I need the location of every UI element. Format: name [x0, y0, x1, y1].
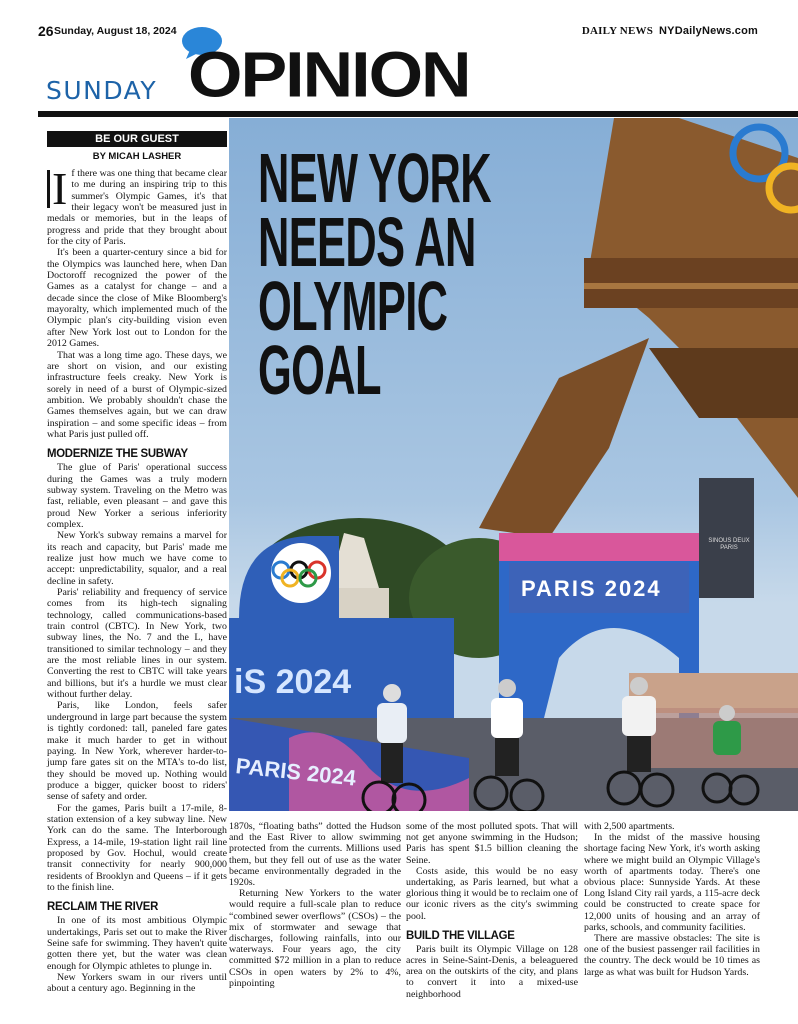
paragraph: Paris, like London, feels safer underground in large part because the system is tightly cordoned: tall, paneled fare gates make it much harder to get in without paying. In New York, wherever harder-to-jump fare gates sit on the MTA's to-do list, they should be moved up. Nothing would produce a bigger, quicker boost to riders' sense of safety and order.	[47, 700, 227, 803]
headline	[258, 139, 491, 409]
paragraph: Paris built its Olympic Village on 128 acres in Seine-Saint-Denis, a beleaguered area on the outskirts of the city, and plans to convert it into a mixed-use neighborhood	[406, 943, 578, 1000]
paragraph: For the games, Paris built a 17-mile, 8-station extension of a key subway line. New York can do the same. The Interborough Express, a 14-mile, 19-station light rail line proposed by Gov. Hochul, would create transit connectivity for nearly 900,000 residents of Brooklyn and Queens – if it gets to the finish line.	[47, 802, 227, 893]
paragraph: 1870s, “floating baths” dotted the Hudson and the East River to allow swimming protected from the currents. Millions used them, but they fell out of use as the water became environmentally degraded in the 1920s.	[229, 821, 401, 889]
article-column-2	[229, 821, 401, 989]
paragraph: some of the most polluted spots. That will not get anyone swimming in the Hudson; Paris has spent $1.5 billion cleaning the Seine.	[406, 821, 578, 866]
paragraph: with 2,500 apartments.	[584, 821, 675, 832]
building-sign: SINOUS DEUX PARIS	[708, 538, 750, 551]
headline-line: GOAL	[258, 331, 381, 409]
paragraph: In one of its most ambitious Olympic undertakings, Paris set out to make the River Seine safe for swimming. They haven't quite gotten there yet, but the water was clean enough for Olympic athletes to plunge in.	[47, 915, 227, 972]
sunday-label: SUNDAY	[46, 76, 158, 105]
subhead: MODERNIZE THE SUBWAY	[47, 446, 188, 461]
paragraph: Paris' reliability and frequency of service comes from its high-tech signaling technology, called communications-based train control (CBTC). In New York, two subway lines, the No. 7 and the L, have transitioned to similar technology – and they are the most reliable lines in our system. Converting the rest to CBTC will take years and billions, but it's a hurdle we must clear without further delay.	[47, 587, 227, 701]
paragraph: The glue of Paris' operational success during the Games was a truly modern subway system. Traveling on the Metro was fast, reliable, even pleasant – and gave this proud New Yorker a serious inferiority complex.	[47, 462, 227, 530]
barrier-text: PARIS 2024	[234, 753, 358, 791]
drop-cap: I	[47, 170, 67, 208]
paragraph: New York's subway remains a marvel for its reach and capacity, but Paris' made me realize just how much we have come to accept: unpredictability, squalor, and a real decline in safety.	[47, 530, 227, 587]
headline-line: NEEDS AN	[258, 203, 476, 281]
paragraph: There are massive obstacles: The site is one of the busiest passenger rail facilities in the country. The deck would be 10 times as large as what was built for Hudson Yards.	[584, 933, 760, 978]
wall-text: iS 2024	[234, 663, 352, 701]
subhead: RECLAIM THE RIVER	[47, 899, 159, 914]
headline-line: OLYMPIC	[258, 267, 448, 345]
paper-brand	[582, 25, 758, 37]
paper-name: DAILY NEWS	[581, 25, 654, 37]
paragraph: It's been a quarter-century since a bid for the Olympics was launched here, when Dan Doctoroff recognized the power of the Games as a catalyst for change – and a decade since the close of Mike Bloomberg's mayoralty, which implemented much of the Olympic plan's city-building vision even after New York lost out to London for the 2012 Games.	[47, 247, 227, 350]
paragraph: Costs aside, this would be no easy undertaking, as Paris learned, but what a glorious thing it would be to reclaim one of our iconic rivers as the city's swimming pool.	[406, 865, 578, 922]
paper-site: NYDailyNews.com	[659, 25, 758, 37]
page-date: Sunday, August 18, 2024	[54, 25, 177, 37]
headline-line: NEW YORK	[258, 139, 491, 217]
paragraph: I f there was one thing that became clear to me during an inspiring trip to this summer's Olympic Games, it's that their legacy won't be measured just in medals or memories, but in the leaps of progress and pride that they brought about for the city of Paris.	[47, 163, 227, 248]
byline: BY MICAH LASHER	[92, 151, 182, 162]
paragraph: New Yorkers swam in our rivers until about a century ago. Beginning in the	[47, 972, 227, 995]
opinion-masthead	[38, 40, 798, 110]
article-column-4	[584, 821, 760, 978]
banner-text: PARIS 2024	[521, 576, 662, 601]
page-number: 26	[38, 23, 54, 39]
paragraph: That was a long time ago. These days, we are short on vision, and our existing infrastructure feels creaky. New York is sorely in need of a burst of Olympic-sized ambition. We probably shouldn't chase the Games themselves again, but we can draw inspiration – and some specific ideas – from what Paris just pulled off.	[47, 349, 227, 440]
masthead-rule	[38, 111, 798, 117]
article-column-3	[406, 821, 578, 1000]
subhead: BUILD THE VILLAGE	[406, 927, 515, 942]
paragraph: In the midst of the massive housing shortage facing New York, it's worth asking where we might build an Olympic Village's worth of apartments today. There's one obvious place: Sunnyside Yards. At these Long Island City rail yards, a 115-acre deck could be constructed to create space for 12,000 units of housing and an array of parks, schools, and community facilities.	[584, 832, 760, 933]
opinion-title: OPINION	[188, 38, 470, 111]
section-tag: BE OUR GUEST	[47, 131, 227, 147]
paragraph: Returning New Yorkers to the water would require a full-scale plan to reduce “combined sewer overflows” (CSOs) – the mix of stormwater and sewage that discharges, following rainfalls, into our waterways. Four years ago, the city committed $72 million in a plan to reduce CSOs in open waters by 2% to 4%, pinpointing	[229, 888, 401, 989]
article-left-column	[47, 131, 227, 995]
